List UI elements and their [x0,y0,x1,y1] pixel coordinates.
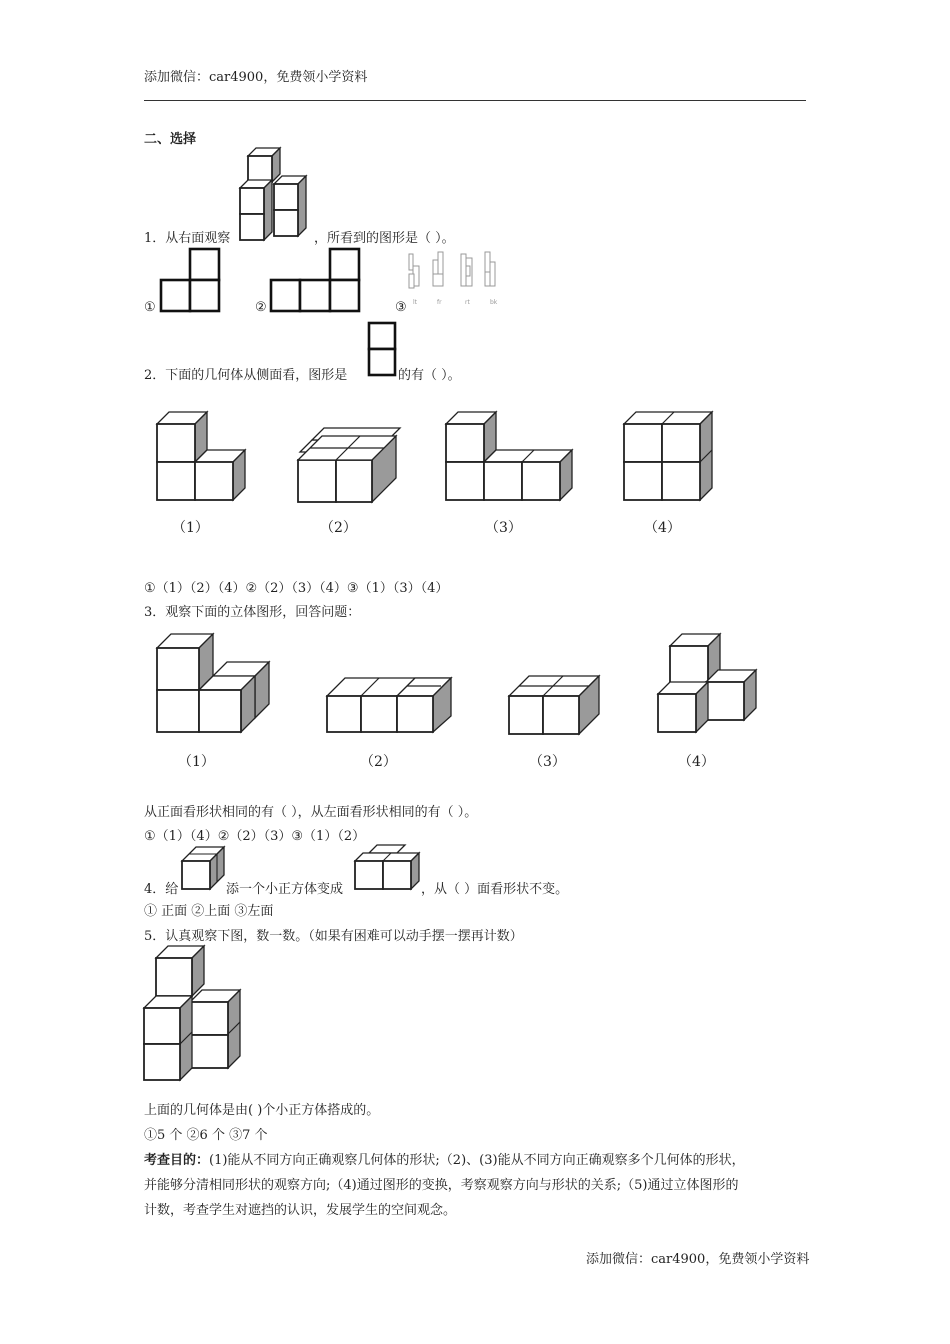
q2-side-view-figure [368,322,398,378]
q3-label-2: （2） [360,754,397,770]
q4-text-prefix: 4．给 [144,882,179,897]
svg-text:lt: lt [413,299,418,306]
q1-text-prefix: 1．从右面观察 [144,231,231,246]
q3-figure-2 [325,672,457,736]
q2-text-suffix: 的有（ ）。 [398,368,461,383]
header-divider [144,100,806,101]
q2-options[interactable]: ①（1）（2）（4）②（2）（3）（4）③（1）（3）（4） [144,581,449,596]
q2-label-1: （1） [172,520,209,536]
page-header: 添加微信：car4900，免费领小学资料 [144,70,368,85]
q4-figure-after [353,845,421,893]
page-footer: 添加微信：car4900，免费领小学资料 [586,1252,810,1267]
q2-figure-4 [622,410,717,505]
q3-question: 从正面看形状相同的有（ ），从左面看形状相同的有（ ）。 [144,805,478,820]
q4-text-middle: 添一个小正方体变成 [226,882,344,897]
q5-cube-figure [142,944,244,1084]
q1-option-3[interactable]: ③ [395,300,407,315]
q1-option-1[interactable]: ① [144,300,156,315]
q2-label-3: （3） [485,520,522,536]
q3-options[interactable]: ①（1）（4）②（2）（3）③（1）（2） [144,829,366,844]
q2-label-4: （4） [644,520,681,536]
section-title: 二、选择 [144,132,197,147]
q3-figure-1 [155,632,273,736]
analysis-line-3: 计数，考查学生对遮挡的认识，发展学生的空间观念。 [144,1203,457,1218]
analysis-line-2: 并能够分清相同形状的观察方向;（4)通过图形的变换，考察观察方向与形状的关系;（5)通过立体图形的 [144,1178,739,1193]
q1-option-2[interactable]: ② [255,300,267,315]
svg-text:bk: bk [490,299,498,306]
q1-cube-figure [238,148,313,243]
q3-label-1: （1） [178,754,215,770]
q3-figure-4 [656,632,761,736]
q5-title: 5．认真观察下图，数一数。（如果有困难可以动手摆一摆再计数） [144,929,523,944]
q1-option-3-figure [407,252,502,310]
q1-text-suffix: ，所看到的图形是（ ）。 [314,231,455,246]
q3-figure-3 [507,672,607,736]
analysis-label: 考查目的： [144,1153,210,1168]
q5-options[interactable]: ①5 个 ②6 个 ③7 个 [144,1128,268,1143]
q1-option-1-figure [160,248,222,312]
q2-figure-1 [155,410,250,505]
q4-figure-before [180,845,228,893]
svg-text:rt: rt [465,299,470,306]
analysis-text-1: (1)能从不同方向正确观察几何体的形状;（2)、(3)能从不同方向正确观察多个几何体的形状， [209,1153,745,1168]
q5-question: 上面的几何体是由( )个小正方体搭成的。 [144,1103,380,1118]
q4-text-suffix: ，从（ ）面看形状不变。 [421,882,569,897]
q2-figure-3 [444,410,579,505]
q2-figure-2 [296,436,401,506]
q4-options[interactable]: ① 正面 ②上面 ③左面 [144,904,274,919]
analysis-line-1 [144,1149,745,1168]
q3-label-4: （4） [678,754,715,770]
q2-label-2: （2） [320,520,357,536]
q3-label-3: （3） [529,754,566,770]
q1-option-2-figure [270,248,362,312]
q3-title: 3．观察下面的立体图形，回答问题： [144,605,361,620]
q2-text-prefix: 2．下面的几何体从侧面看，图形是 [144,368,348,383]
svg-text:fr: fr [437,299,442,306]
